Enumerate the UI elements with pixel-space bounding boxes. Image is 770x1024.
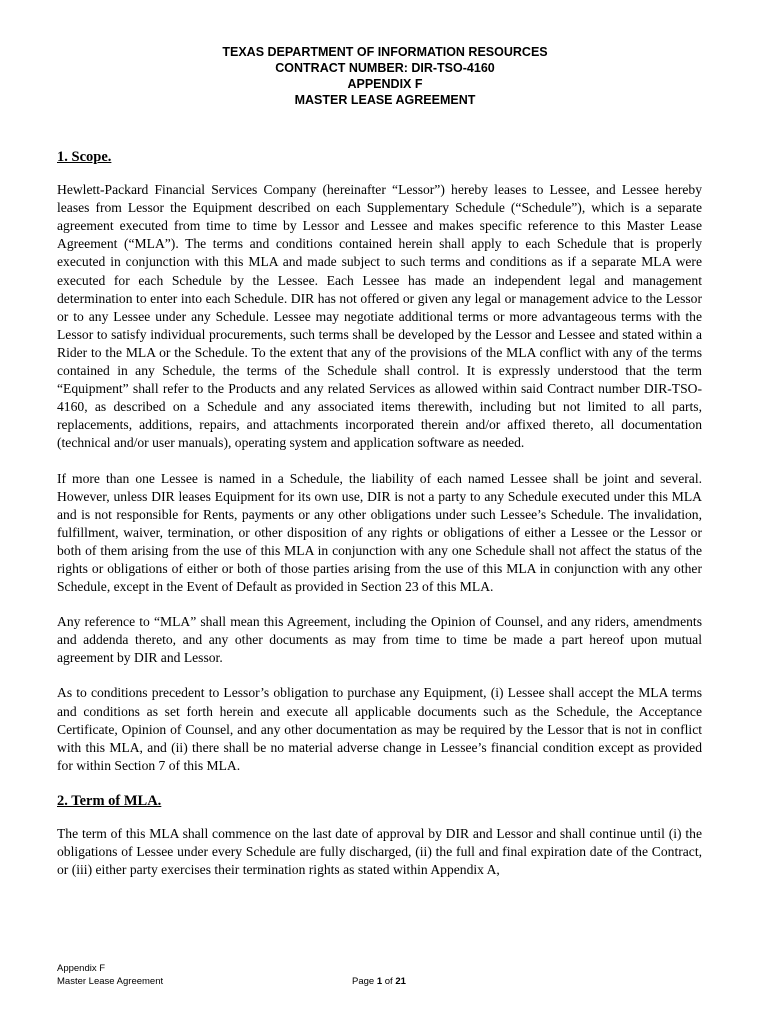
document-body xyxy=(57,148,702,896)
section-heading-scope: 1. Scope. xyxy=(57,149,112,165)
page-number xyxy=(352,976,406,989)
document-header xyxy=(0,44,770,108)
scope-paragraph-4: As to conditions precedent to Lessor’s obligation to purchase any Equipment, (i) Lessee shall accept the MLA terms and conditions as set forth herein and execute all applicable documents such as the Schedule, the Acceptance Certificate, Opinion of Counsel, and any other documentation as may be required by the Lessor that is not in conflict with this MLA, and (ii) there shall be no material adverse change in Lessee’s financial condition except as provided for within Section 7 of this MLA. xyxy=(57,685,702,773)
header-agency: TEXAS DEPARTMENT OF INFORMATION RESOURCES xyxy=(222,45,548,59)
current-page: 1 xyxy=(376,976,383,987)
section-heading-term: 2. Term of MLA. xyxy=(57,792,162,809)
header-appendix: APPENDIX F xyxy=(347,77,423,91)
page-prefix: Page xyxy=(352,976,377,987)
scope-paragraph-2: If more than one Lessee is named in a Schedule, the liability of each named Lessee shall be joint and several. However, unless DIR leases Equipment for its own use, DIR is not a party to any Schedule executed under this MLA and is not responsible for Rents, payments or any other obligations under such Lessee’s Schedule. The invalidation, fulfillment, waiver, termination, or other disposition of any rights or obligations of either a Lessee or the Lessor or both of them arising from the use of this MLA in conjunction with any one Schedule shall not affect the status of the rights or obligations of either or both of those parties arising from the use of this MLA in conjunction with any other Schedule, except in the Event of Default as provided in Section 23 of this MLA. xyxy=(57,470,702,595)
footer-agreement-name: Master Lease Agreement xyxy=(57,975,164,987)
header-contract-number: CONTRACT NUMBER: DIR-TSO-4160 xyxy=(275,61,495,75)
footer-document-label xyxy=(57,963,163,988)
total-pages: 21 xyxy=(395,976,406,987)
scope-paragraph-3: Any reference to “MLA” shall mean this Agreement, including the Opinion of Counsel, and any riders, amendments and addenda thereto, and any other documents as may from time to time be made a part hereof upon mutual agreement by DIR and Lessor. xyxy=(57,614,702,666)
header-title: MASTER LEASE AGREEMENT xyxy=(294,93,476,107)
page-of: of xyxy=(382,976,396,987)
footer-appendix: Appendix F xyxy=(57,963,106,974)
term-paragraph-1: The term of this MLA shall commence on the last date of approval by DIR and Lessor and shall continue until (i) the obligations of Lessee under every Schedule are fully discharged, (ii) the full and final expiration date of the Contract, or (iii) either party exercises their termination rights as stated within Appendix A, xyxy=(57,826,702,878)
scope-paragraph-1: Hewlett-Packard Financial Services Company (hereinafter “Lessor”) hereby leases to Lessee, and Lessee hereby leases from Lessor the Equipment described on each Supplementary Schedule (“Schedule”), which is a separate agreement executed from time to time by Lessor and Lessee and makes specific reference to this Master Lease Agreement (“MLA”). The terms and conditions contained herein shall apply to each Schedule that is properly executed in conjunction with this MLA and made subject to such terms and conditions as if a separate MLA were executed for each Schedule by the Lessee. Each Lessee has made an independent legal and management determination to enter into each Schedule. DIR has not offered or given any legal or management advice to the Lessor or to any Lessee under any Schedule. Lessee may negotiate additional terms or more advantageous terms with the Lessor to satisfy individual procurements, such terms shall be developed by the Lessor and Lessee and stated within a Rider to the MLA or the Schedule. To the extent that any of the provisions of the MLA conflict with any of the terms contained in any Schedule, the terms of the Schedule shall control. It is expressly understood that the term “Equipment” shall refer to the Products and any related Services as allowed within said Contract number DIR-TSO-4160, as described on a Schedule and any associated items therewith, including but not limited to all parts, replacements, additions, repairs, and attachments incorporated therein and/or affixed thereto, all documentation (technical and/or user manuals), operating system and application software as needed. xyxy=(57,182,702,451)
